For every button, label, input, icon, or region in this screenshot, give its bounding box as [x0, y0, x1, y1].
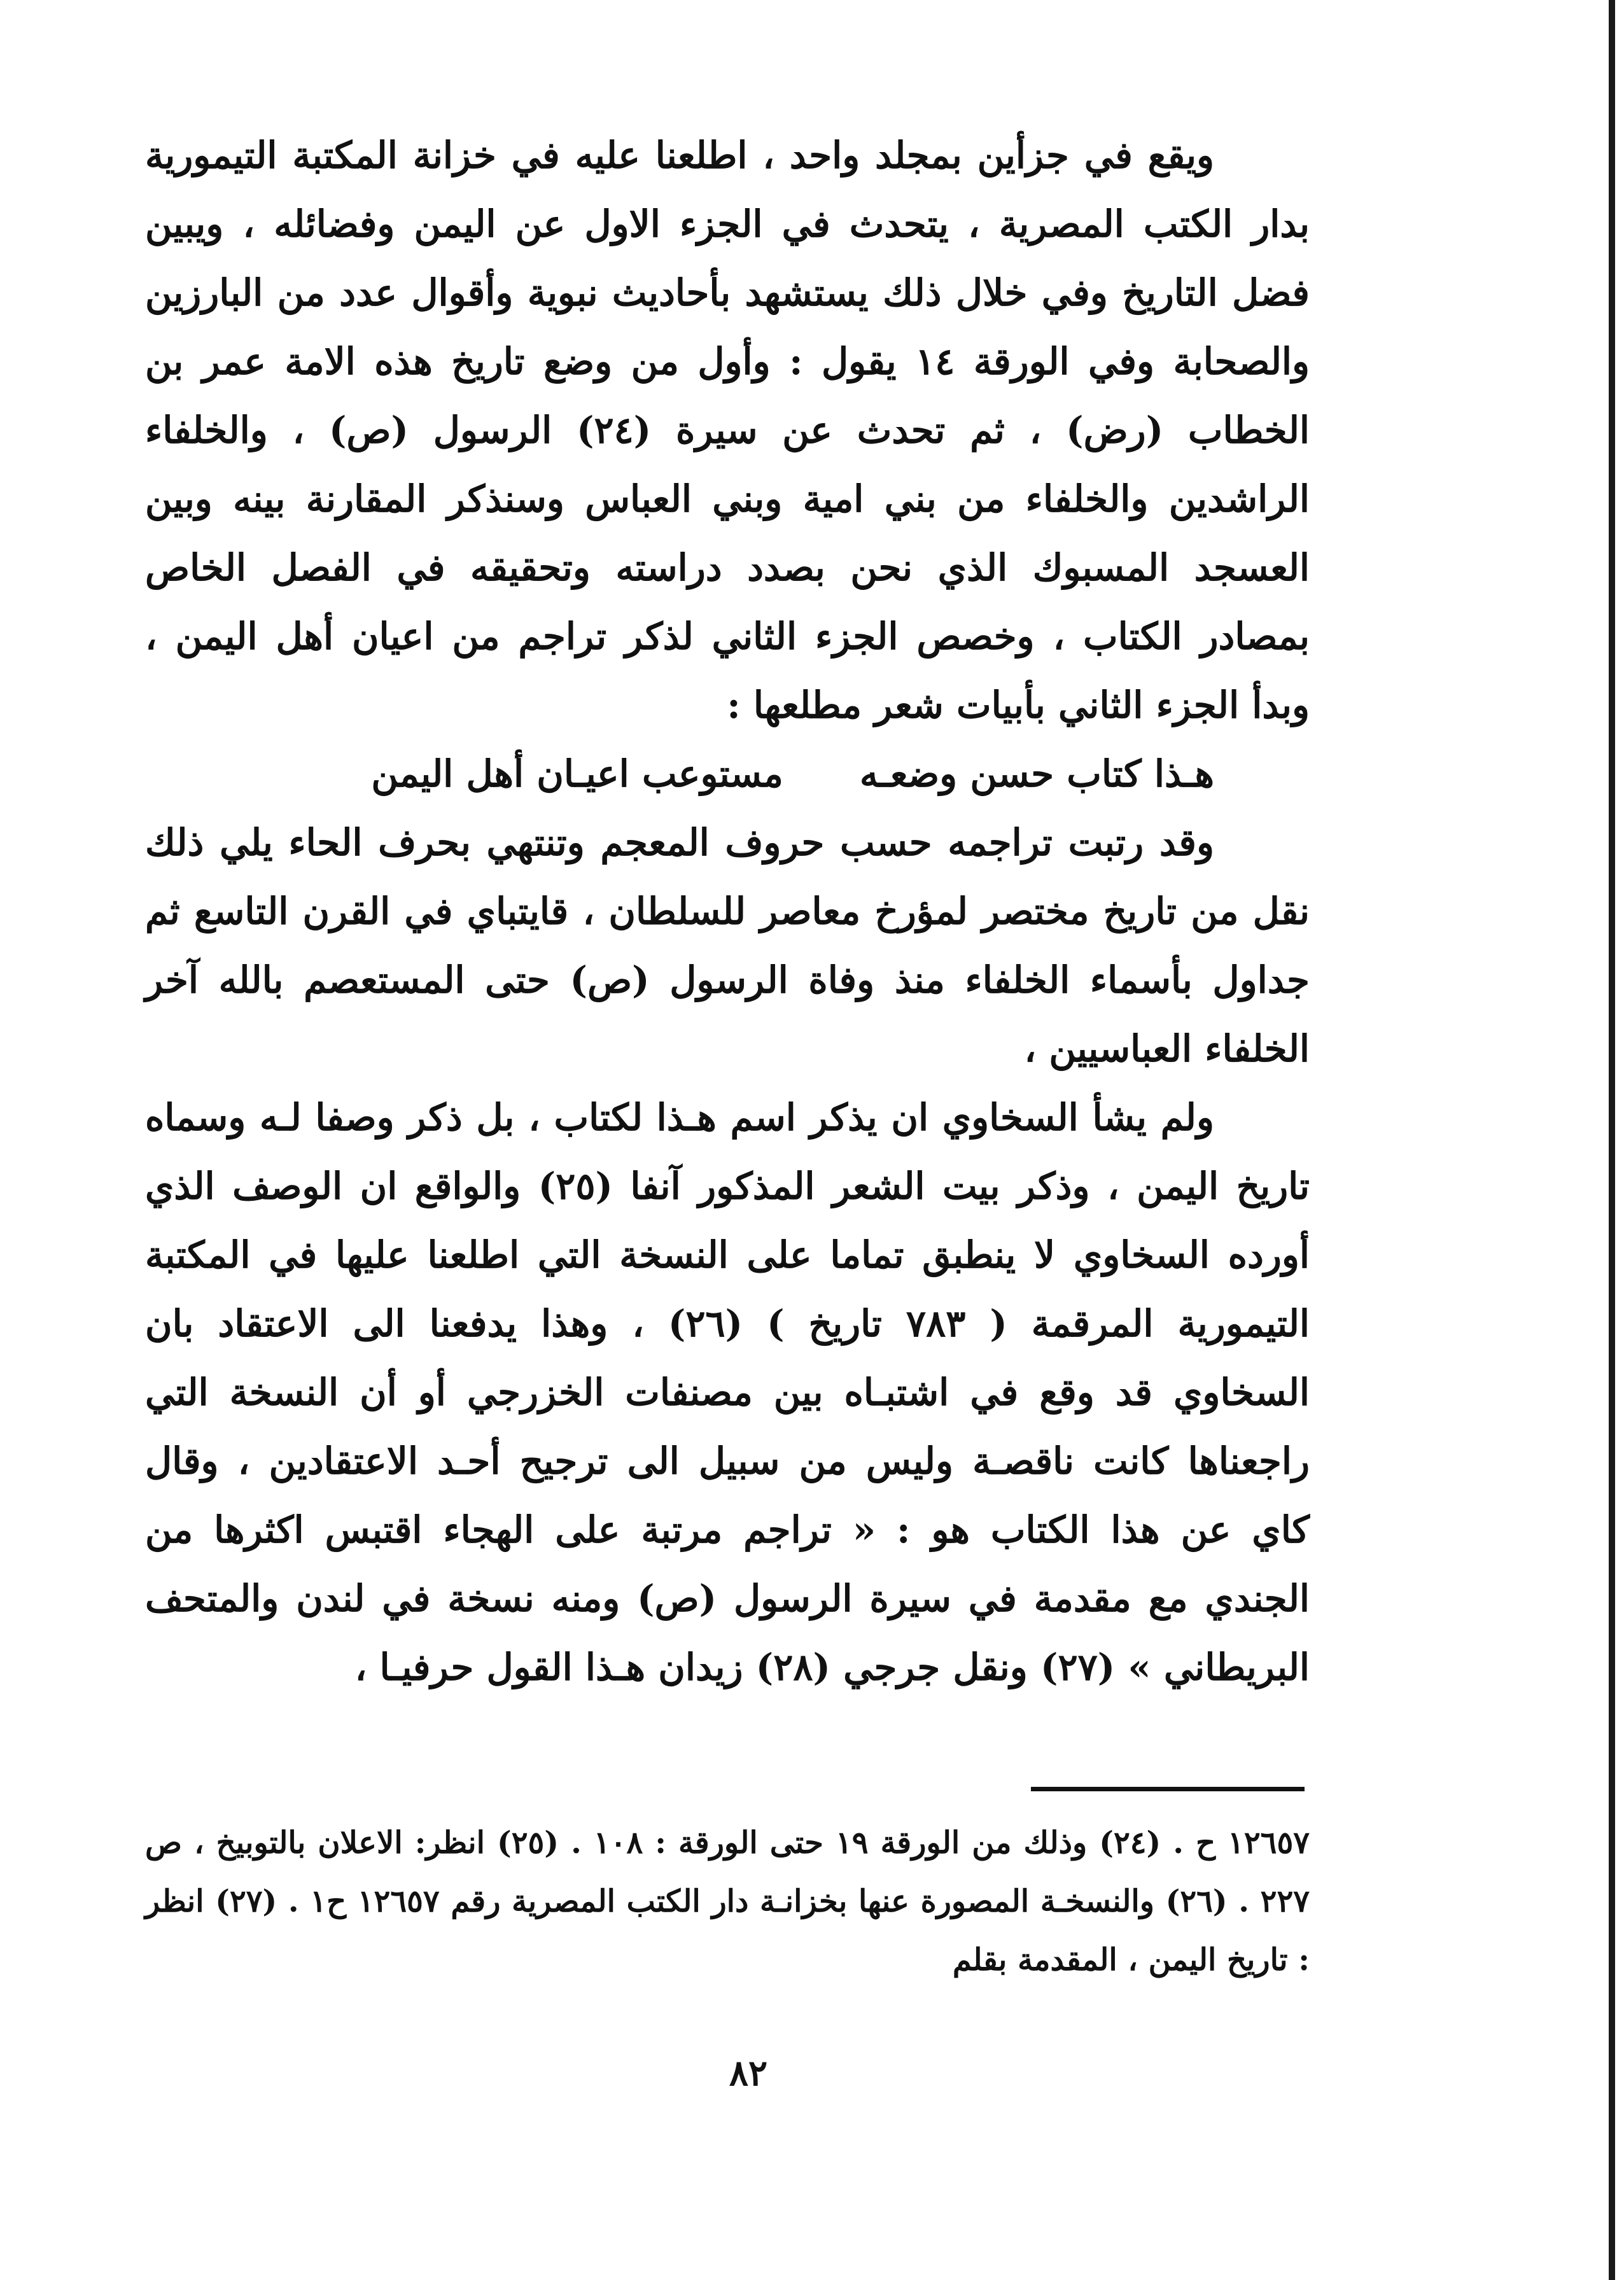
- paragraph-3: ولم يشأ السخاوي ان يذكر اسم هـذا لكتاب ، بل ذكر وصفا لـه وسماه تاريخ اليمن ، وذكر بيت الشعر المذكور آنفا (٢٥) والواقع ان الوصف الذي أورده السخاوي لا ينطبق تماما على النسخة التي اطلعنا عليها في المكتبة التيمورية المرقمة ( ٧٨٣ تاريخ ) (٢٦) ، وهذا يدفعنا الى الاعتقاد بان السخاوي قد وقع في اشتبـاه بين مصنفات الخزرجي أو أن النسخة التي راجعناها كانت ناقصـة وليس من سبيل الى ترجيح أحـد الاعتقادين ، وقال كاي عن هذا الكتاب هو : « تراجم مرتبة على الهجاء اقتبس اكثرها من الجندي مع مقدمة في سيرة الرسول (ص) ومنه نسخة في لندن والمتحف البريطاني » (٢٧) ونقل جرجي (٢٨) زيدان هـذا القول حرفيـا ،: [145, 1096, 1310, 1689]
- page-edge-rule: [1609, 0, 1615, 2280]
- footnotes: ١٢٦٥٧ ح . (٢٤) وذلك من الورقة ١٩ حتى الورقة : ١٠٨ . (٢٥) انظر: الاعلان بالتوبيخ ، ص ٢٢٧ . (٢٦) والنسخـة المصورة عنها بخزانـة دار الكتب المصرية رقم ١٢٦٥٧ ح١ . (٢٧) انظر : تاريخ اليمن ، المقدمة بقلم: [145, 1825, 1310, 1978]
- footnote-separator: [1031, 1787, 1305, 1791]
- paragraph-1: ويقع في جزأين بمجلد واحد ، اطلعنا عليه في خزانة المكتبة التيمورية بدار الكتب المصرية ، يتحدث في الجزء الاول عن اليمن وفضائله ، ويبين فضل التاريخ وفي خلال ذلك يستشهد بأحاديث نبوية وأقوال عدد من البارزين والصحابة وفي الورقة ١٤ يقول : وأول من وضع تاريخ هذه الامة عمر بن الخطاب (رض) ، ثم تحدث عن سيرة (٢٤) الرسول (ص) ، والخلفاء الراشدين والخلفاء من بني امية وبني العباس وسنذكر المقارنة بينه وبين العسجد المسبوك الذي نحن بصدد دراسته وتحقيقه في الفصل الخاص بمصادر الكتاب ، وخصص الجزء الثاني لذكر تراجم من اعيان أهل اليمن ، وبدأ الجزء الثاني بأبيات شعر مطلعها :: [145, 134, 1310, 727]
- verse-second-hemistich: مستوعب اعيـان أهل اليمن: [371, 752, 783, 795]
- poem-verse: [145, 739, 1310, 808]
- main-text: [145, 121, 1310, 1702]
- page-number: ٨٢: [729, 2052, 768, 2094]
- verse-first-hemistich: هـذا كتاب حسن وضعـه: [859, 752, 1214, 795]
- paragraph-2: وقد رتبت تراجمه حسب حروف المعجم وتنتهي بحرف الحاء يلي ذلك نقل من تاريخ مختصر لمؤرخ معاصر للسلطان ، قايتباي في القرن التاسع ثم جداول بأسماء الخلفاء منذ وفاة الرسول (ص) حتى المستعصم بالله آخر الخلفاء العباسيين ،: [145, 821, 1310, 1070]
